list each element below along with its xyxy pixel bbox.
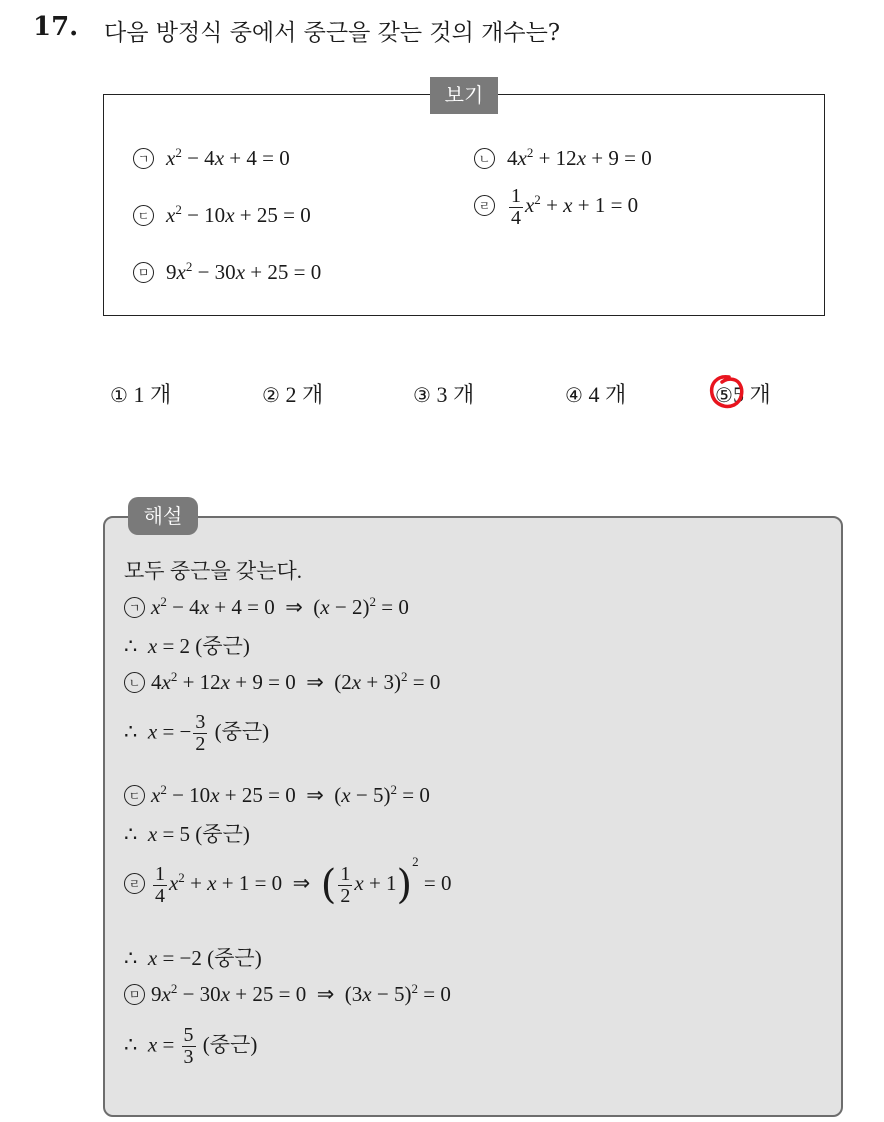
choice-4[interactable] bbox=[565, 378, 626, 409]
question-text: 다음 방정식 중에서 중근을 갖는 것의 개수는? bbox=[104, 20, 561, 46]
solution-step-4: ㄹ $\frac{1}{4}$ $x^2 + x + 1 = 0$ ⇒ ( $\frac{1}{2}$ x + 1)$^2$ = 0 bbox=[124, 862, 452, 908]
item-mark-nieun: ㄴ bbox=[124, 672, 145, 693]
result-note: (중근) bbox=[195, 634, 250, 658]
choice-3[interactable] bbox=[413, 378, 474, 409]
choice-mark: ① bbox=[110, 383, 128, 407]
solution-title: 해설 bbox=[128, 497, 198, 535]
item-mark-giyeok: ㄱ bbox=[133, 148, 154, 169]
question-number: 17. bbox=[33, 12, 79, 42]
solution-step-5: ㅁ $9x^2 - 30x + 25 = 0$ ⇒ $(3x - 5)^2 = 0$ bbox=[124, 981, 451, 1007]
solution-result-1: ∴ x = 2 (중근) bbox=[124, 634, 250, 658]
item-mark-giyeok: ㄱ bbox=[124, 597, 145, 618]
bogi-expr-5: $9x^2 - 30x + 25 = 0$ bbox=[166, 259, 322, 284]
bogi-item-4 bbox=[474, 186, 638, 229]
selected-answer-circle-icon bbox=[707, 372, 747, 412]
choice-mark: ③ bbox=[413, 383, 431, 407]
choice-2[interactable] bbox=[262, 378, 323, 409]
bogi-expr-4: $\frac{1}{4}$ $x^2 + x + 1 = 0$ bbox=[511, 185, 639, 229]
item-mark-nieun: ㄴ bbox=[474, 148, 495, 169]
choice-label: 4 개 bbox=[588, 382, 627, 407]
item-mark-digeut: ㄷ bbox=[133, 205, 154, 226]
solution-step-3: ㄷ $x^2 - 10x + 25 = 0$ ⇒ $(x - 5)^2 = 0$ bbox=[124, 782, 430, 808]
choice-mark: ② bbox=[262, 383, 280, 407]
choice-1[interactable] bbox=[110, 378, 171, 409]
solution-step-2: ㄴ $4x^2 + 12x + 9 = 0$ ⇒ $(2x + 3)^2 = 0$ bbox=[124, 669, 440, 695]
bogi-expr-2: $4x^2 + 12x + 9 = 0$ bbox=[507, 145, 652, 170]
solution-result-4: ∴ x = −2 (중근) bbox=[124, 946, 262, 970]
bogi-expr-1: $x^2 - 4x + 4 = 0$ bbox=[166, 145, 290, 170]
solution-result-5: ∴ x = $\frac{5}{3}$ (중근) bbox=[124, 1024, 258, 1068]
choice-mark: ⑤ bbox=[715, 383, 733, 407]
solution-step-1: ㄱ $x^2 - 4x + 4 = 0$ ⇒ $(x - 2)^2 = 0$ bbox=[124, 594, 409, 620]
bogi-item-3 bbox=[133, 202, 311, 228]
result-note: (중근) bbox=[202, 1032, 258, 1057]
item-mark-rieul: ㄹ bbox=[124, 873, 145, 894]
choice-label: 2 개 bbox=[285, 382, 324, 407]
result-note: (중근) bbox=[195, 822, 250, 846]
result-value: −2 bbox=[179, 946, 202, 970]
bogi-item-2 bbox=[474, 145, 652, 171]
choice-label: 5 개 bbox=[732, 382, 771, 407]
result-note: (중근) bbox=[207, 946, 262, 970]
bogi-item-1 bbox=[133, 145, 290, 171]
bogi-item-5 bbox=[133, 259, 321, 285]
choice-mark: ④ bbox=[565, 383, 583, 407]
choice-label: 1 개 bbox=[133, 382, 172, 407]
result-value: 2 bbox=[179, 634, 191, 658]
result-note: (중근) bbox=[214, 719, 270, 744]
solution-result-2: ∴ x = − $\frac{3}{2}$ (중근) bbox=[124, 711, 270, 755]
bogi-expr-3: $x^2 - 10x + 25 = 0$ bbox=[166, 202, 311, 227]
item-mark-mieum: ㅁ bbox=[133, 262, 154, 283]
result-value: 5 bbox=[179, 822, 191, 846]
item-mark-rieul: ㄹ bbox=[474, 195, 495, 216]
solution-result-3: ∴ x = 5 (중근) bbox=[124, 822, 250, 846]
choice-label: 3 개 bbox=[436, 382, 475, 407]
item-mark-mieum: ㅁ bbox=[124, 984, 145, 1005]
item-mark-digeut: ㄷ bbox=[124, 785, 145, 806]
solution-intro: 모두 중근을 갖는다. bbox=[124, 559, 303, 583]
bogi-title: 보기 bbox=[430, 77, 498, 114]
